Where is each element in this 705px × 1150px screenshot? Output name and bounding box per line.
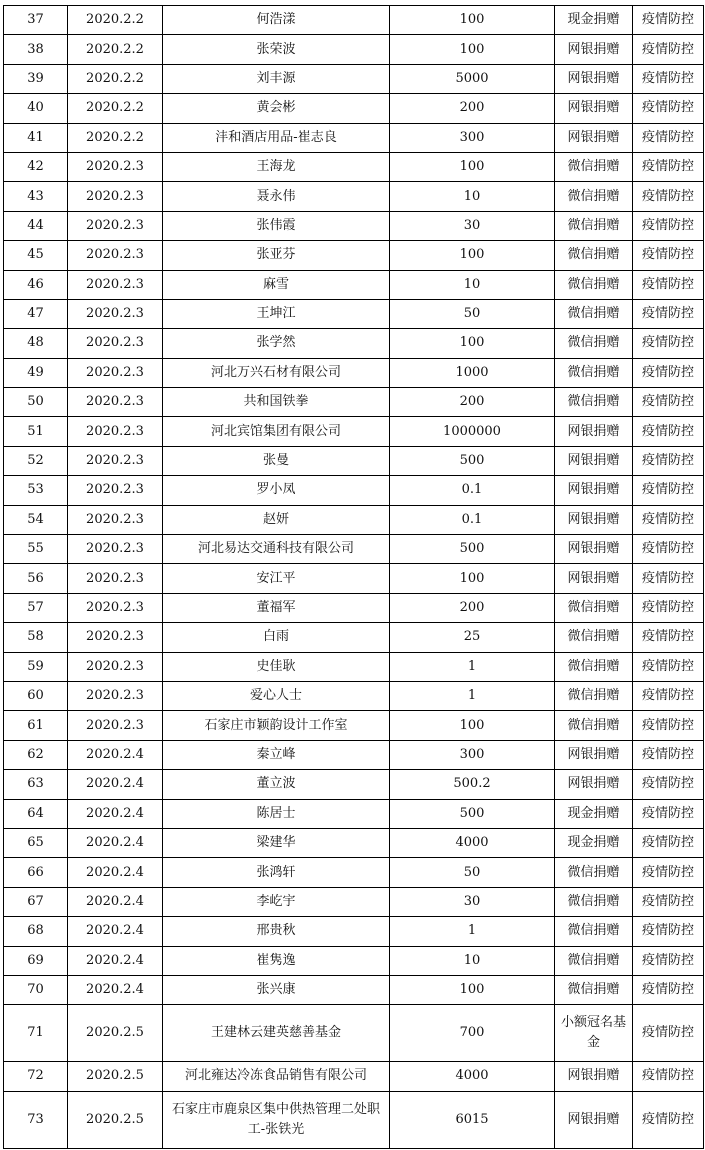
donation-method-cell: 网银捐赠 (555, 1091, 633, 1148)
donation-purpose-cell: 疫情防控 (633, 652, 704, 681)
donation-amount-cell: 300 (390, 123, 555, 152)
donor-name-cell: 罗小凤 (163, 476, 390, 505)
donation-method-cell: 微信捐赠 (555, 358, 633, 387)
donation-method-cell: 微信捐赠 (555, 681, 633, 710)
donor-name-cell: 梁建华 (163, 828, 390, 857)
donor-name-cell: 秦立峰 (163, 740, 390, 769)
table-row (4, 123, 704, 152)
donation-method-cell: 微信捐赠 (555, 270, 633, 299)
table-row (4, 652, 704, 681)
donation-purpose-cell: 疫情防控 (633, 388, 704, 417)
donation-method-cell: 网银捐赠 (555, 417, 633, 446)
donation-table-body (4, 6, 704, 1149)
donation-method-cell: 小额冠名基金 (555, 1005, 633, 1062)
donation-amount-cell: 50 (390, 858, 555, 887)
donation-method-cell: 网银捐赠 (555, 446, 633, 475)
table-row (4, 623, 704, 652)
donation-date-cell: 2020.2.3 (68, 152, 163, 181)
donation-amount-cell: 30 (390, 887, 555, 916)
donor-name-cell: 张曼 (163, 446, 390, 475)
donation-amount-cell: 10 (390, 182, 555, 211)
donation-amount-cell: 500 (390, 799, 555, 828)
table-row (4, 946, 704, 975)
donation-amount-cell: 100 (390, 329, 555, 358)
donation-method-cell: 网银捐赠 (555, 94, 633, 123)
donation-date-cell: 2020.2.3 (68, 476, 163, 505)
donation-purpose-cell: 疫情防控 (633, 299, 704, 328)
table-row (4, 1091, 704, 1148)
donation-amount-cell: 700 (390, 1005, 555, 1062)
row-number-cell: 57 (4, 593, 68, 622)
row-number-cell: 58 (4, 623, 68, 652)
row-number-cell: 73 (4, 1091, 68, 1148)
donation-method-cell: 网银捐赠 (555, 740, 633, 769)
donation-purpose-cell: 疫情防控 (633, 623, 704, 652)
table-row (4, 1062, 704, 1091)
donation-purpose-cell: 疫情防控 (633, 505, 704, 534)
donor-name-cell: 河北万兴石材有限公司 (163, 358, 390, 387)
donation-amount-cell: 100 (390, 6, 555, 35)
donation-date-cell: 2020.2.3 (68, 211, 163, 240)
donation-date-cell: 2020.2.3 (68, 711, 163, 740)
donation-purpose-cell: 疫情防控 (633, 711, 704, 740)
row-number-cell: 55 (4, 535, 68, 564)
row-number-cell: 45 (4, 241, 68, 270)
donation-date-cell: 2020.2.2 (68, 94, 163, 123)
donation-table (3, 5, 704, 1149)
donor-name-cell: 陈居士 (163, 799, 390, 828)
donation-method-cell: 微信捐赠 (555, 152, 633, 181)
donor-name-cell: 河北易达交通科技有限公司 (163, 535, 390, 564)
donor-name-cell: 赵妍 (163, 505, 390, 534)
row-number-cell: 70 (4, 975, 68, 1004)
donor-name-cell: 史佳耿 (163, 652, 390, 681)
donation-amount-cell: 200 (390, 388, 555, 417)
donation-method-cell: 网银捐赠 (555, 64, 633, 93)
donation-date-cell: 2020.2.3 (68, 505, 163, 534)
donation-method-cell: 微信捐赠 (555, 858, 633, 887)
row-number-cell: 69 (4, 946, 68, 975)
donation-purpose-cell: 疫情防控 (633, 35, 704, 64)
table-row (4, 917, 704, 946)
donation-date-cell: 2020.2.4 (68, 887, 163, 916)
table-row (4, 975, 704, 1004)
row-number-cell: 65 (4, 828, 68, 857)
donation-amount-cell: 100 (390, 564, 555, 593)
donation-method-cell: 微信捐赠 (555, 388, 633, 417)
donation-method-cell: 网银捐赠 (555, 123, 633, 152)
table-row (4, 770, 704, 799)
donation-date-cell: 2020.2.5 (68, 1091, 163, 1148)
donation-method-cell: 微信捐赠 (555, 975, 633, 1004)
row-number-cell: 64 (4, 799, 68, 828)
donor-name-cell: 董立波 (163, 770, 390, 799)
donation-date-cell: 2020.2.2 (68, 6, 163, 35)
donation-amount-cell: 10 (390, 270, 555, 299)
donor-name-cell: 李屹宇 (163, 887, 390, 916)
donation-purpose-cell: 疫情防控 (633, 241, 704, 270)
donation-amount-cell: 100 (390, 975, 555, 1004)
donation-date-cell: 2020.2.3 (68, 623, 163, 652)
donor-name-cell: 麻雪 (163, 270, 390, 299)
row-number-cell: 60 (4, 681, 68, 710)
donation-amount-cell: 1000000 (390, 417, 555, 446)
row-number-cell: 68 (4, 917, 68, 946)
row-number-cell: 38 (4, 35, 68, 64)
donation-method-cell: 现金捐赠 (555, 6, 633, 35)
donation-date-cell: 2020.2.4 (68, 858, 163, 887)
donation-method-cell: 网银捐赠 (555, 35, 633, 64)
donor-name-cell: 张亚芬 (163, 241, 390, 270)
donation-method-cell: 微信捐赠 (555, 593, 633, 622)
donation-date-cell: 2020.2.4 (68, 740, 163, 769)
donor-name-cell: 沣和酒店用品-崔志良 (163, 123, 390, 152)
donation-method-cell: 网银捐赠 (555, 770, 633, 799)
donation-date-cell: 2020.2.2 (68, 123, 163, 152)
donation-method-cell: 微信捐赠 (555, 241, 633, 270)
donation-date-cell: 2020.2.3 (68, 681, 163, 710)
donation-amount-cell: 300 (390, 740, 555, 769)
donation-method-cell: 微信捐赠 (555, 652, 633, 681)
donation-date-cell: 2020.2.3 (68, 535, 163, 564)
donor-name-cell: 董福军 (163, 593, 390, 622)
donation-amount-cell: 1 (390, 917, 555, 946)
table-row (4, 388, 704, 417)
donation-date-cell: 2020.2.3 (68, 182, 163, 211)
donor-name-cell: 河北雍达冷冻食品销售有限公司 (163, 1062, 390, 1091)
donor-name-cell: 白雨 (163, 623, 390, 652)
donation-amount-cell: 500 (390, 535, 555, 564)
donation-purpose-cell: 疫情防控 (633, 887, 704, 916)
donation-method-cell: 微信捐赠 (555, 946, 633, 975)
donation-purpose-cell: 疫情防控 (633, 593, 704, 622)
donation-purpose-cell: 疫情防控 (633, 770, 704, 799)
donation-purpose-cell: 疫情防控 (633, 270, 704, 299)
donation-purpose-cell: 疫情防控 (633, 182, 704, 211)
donation-amount-cell: 1000 (390, 358, 555, 387)
donation-method-cell: 现金捐赠 (555, 799, 633, 828)
table-row (4, 270, 704, 299)
donation-method-cell: 微信捐赠 (555, 711, 633, 740)
donation-purpose-cell: 疫情防控 (633, 858, 704, 887)
row-number-cell: 54 (4, 505, 68, 534)
donation-method-cell: 网银捐赠 (555, 1062, 633, 1091)
table-row (4, 152, 704, 181)
donation-date-cell: 2020.2.3 (68, 270, 163, 299)
donation-amount-cell: 100 (390, 711, 555, 740)
donation-date-cell: 2020.2.3 (68, 388, 163, 417)
table-row (4, 329, 704, 358)
donation-amount-cell: 25 (390, 623, 555, 652)
donation-purpose-cell: 疫情防控 (633, 329, 704, 358)
row-number-cell: 53 (4, 476, 68, 505)
row-number-cell: 50 (4, 388, 68, 417)
table-row (4, 446, 704, 475)
row-number-cell: 71 (4, 1005, 68, 1062)
donor-name-cell: 爱心人士 (163, 681, 390, 710)
donor-name-cell: 王建林云建英慈善基金 (163, 1005, 390, 1062)
donor-name-cell: 石家庄市颖韵设计工作室 (163, 711, 390, 740)
row-number-cell: 61 (4, 711, 68, 740)
table-row (4, 593, 704, 622)
donation-purpose-cell: 疫情防控 (633, 123, 704, 152)
donation-amount-cell: 1 (390, 652, 555, 681)
donation-date-cell: 2020.2.3 (68, 564, 163, 593)
row-number-cell: 40 (4, 94, 68, 123)
donor-name-cell: 刘丰源 (163, 64, 390, 93)
table-row (4, 299, 704, 328)
table-row (4, 211, 704, 240)
table-row (4, 887, 704, 916)
donation-date-cell: 2020.2.4 (68, 799, 163, 828)
donation-purpose-cell: 疫情防控 (633, 1062, 704, 1091)
row-number-cell: 59 (4, 652, 68, 681)
donation-amount-cell: 500 (390, 446, 555, 475)
donation-method-cell: 网银捐赠 (555, 535, 633, 564)
donation-amount-cell: 500.2 (390, 770, 555, 799)
donor-name-cell: 崔隽逸 (163, 946, 390, 975)
table-row (4, 241, 704, 270)
table-row (4, 182, 704, 211)
donation-date-cell: 2020.2.3 (68, 652, 163, 681)
table-row (4, 799, 704, 828)
donation-date-cell: 2020.2.3 (68, 329, 163, 358)
table-row (4, 94, 704, 123)
table-row (4, 35, 704, 64)
row-number-cell: 63 (4, 770, 68, 799)
donation-method-cell: 网银捐赠 (555, 476, 633, 505)
row-number-cell: 46 (4, 270, 68, 299)
table-row (4, 535, 704, 564)
row-number-cell: 49 (4, 358, 68, 387)
donation-amount-cell: 100 (390, 152, 555, 181)
donation-purpose-cell: 疫情防控 (633, 446, 704, 475)
donation-purpose-cell: 疫情防控 (633, 740, 704, 769)
donation-method-cell: 网银捐赠 (555, 505, 633, 534)
donation-amount-cell: 0.1 (390, 476, 555, 505)
donation-date-cell: 2020.2.3 (68, 241, 163, 270)
donation-purpose-cell: 疫情防控 (633, 535, 704, 564)
donation-method-cell: 微信捐赠 (555, 211, 633, 240)
donation-amount-cell: 30 (390, 211, 555, 240)
table-row (4, 1005, 704, 1062)
donor-name-cell: 安江平 (163, 564, 390, 593)
donation-date-cell: 2020.2.3 (68, 446, 163, 475)
donation-date-cell: 2020.2.4 (68, 770, 163, 799)
donor-name-cell: 张荣波 (163, 35, 390, 64)
donation-amount-cell: 200 (390, 94, 555, 123)
donation-method-cell: 微信捐赠 (555, 329, 633, 358)
donation-purpose-cell: 疫情防控 (633, 211, 704, 240)
donation-purpose-cell: 疫情防控 (633, 828, 704, 857)
donation-purpose-cell: 疫情防控 (633, 946, 704, 975)
donation-date-cell: 2020.2.3 (68, 358, 163, 387)
row-number-cell: 66 (4, 858, 68, 887)
donor-name-cell: 黄会彬 (163, 94, 390, 123)
table-row (4, 711, 704, 740)
row-number-cell: 41 (4, 123, 68, 152)
donation-date-cell: 2020.2.2 (68, 35, 163, 64)
donation-amount-cell: 1 (390, 681, 555, 710)
donor-name-cell: 王海龙 (163, 152, 390, 181)
donation-purpose-cell: 疫情防控 (633, 1005, 704, 1062)
donation-purpose-cell: 疫情防控 (633, 564, 704, 593)
row-number-cell: 62 (4, 740, 68, 769)
table-row (4, 6, 704, 35)
donation-purpose-cell: 疫情防控 (633, 917, 704, 946)
row-number-cell: 48 (4, 329, 68, 358)
donation-purpose-cell: 疫情防控 (633, 476, 704, 505)
donor-name-cell: 张伟霞 (163, 211, 390, 240)
donor-name-cell: 张兴康 (163, 975, 390, 1004)
row-number-cell: 72 (4, 1062, 68, 1091)
table-row (4, 564, 704, 593)
donation-date-cell: 2020.2.4 (68, 975, 163, 1004)
donation-purpose-cell: 疫情防控 (633, 358, 704, 387)
donation-date-cell: 2020.2.5 (68, 1062, 163, 1091)
table-row (4, 740, 704, 769)
donation-method-cell: 微信捐赠 (555, 623, 633, 652)
donation-purpose-cell: 疫情防控 (633, 94, 704, 123)
row-number-cell: 56 (4, 564, 68, 593)
donor-name-cell: 河北宾馆集团有限公司 (163, 417, 390, 446)
donor-name-cell: 张鸿轩 (163, 858, 390, 887)
row-number-cell: 52 (4, 446, 68, 475)
donation-amount-cell: 100 (390, 35, 555, 64)
row-number-cell: 67 (4, 887, 68, 916)
table-row (4, 505, 704, 534)
donation-method-cell: 微信捐赠 (555, 887, 633, 916)
table-row (4, 358, 704, 387)
row-number-cell: 39 (4, 64, 68, 93)
donation-amount-cell: 5000 (390, 64, 555, 93)
donation-purpose-cell: 疫情防控 (633, 975, 704, 1004)
donation-amount-cell: 4000 (390, 828, 555, 857)
row-number-cell: 51 (4, 417, 68, 446)
row-number-cell: 47 (4, 299, 68, 328)
donation-date-cell: 2020.2.5 (68, 1005, 163, 1062)
donation-purpose-cell: 疫情防控 (633, 152, 704, 181)
donation-date-cell: 2020.2.3 (68, 417, 163, 446)
donation-purpose-cell: 疫情防控 (633, 417, 704, 446)
table-row (4, 858, 704, 887)
donation-date-cell: 2020.2.2 (68, 64, 163, 93)
donor-name-cell: 共和国铁拳 (163, 388, 390, 417)
donation-date-cell: 2020.2.4 (68, 946, 163, 975)
donor-name-cell: 石家庄市鹿泉区集中供热管理二处职工-张铁光 (163, 1091, 390, 1148)
donor-name-cell: 邢贵秋 (163, 917, 390, 946)
donation-amount-cell: 10 (390, 946, 555, 975)
row-number-cell: 43 (4, 182, 68, 211)
donation-method-cell: 现金捐赠 (555, 828, 633, 857)
donation-date-cell: 2020.2.4 (68, 828, 163, 857)
donation-method-cell: 网银捐赠 (555, 564, 633, 593)
donation-amount-cell: 6015 (390, 1091, 555, 1148)
donation-date-cell: 2020.2.4 (68, 917, 163, 946)
donor-name-cell: 王坤江 (163, 299, 390, 328)
table-row (4, 828, 704, 857)
table-row (4, 64, 704, 93)
donation-date-cell: 2020.2.3 (68, 299, 163, 328)
row-number-cell: 37 (4, 6, 68, 35)
donation-purpose-cell: 疫情防控 (633, 1091, 704, 1148)
donation-method-cell: 微信捐赠 (555, 182, 633, 211)
donation-amount-cell: 0.1 (390, 505, 555, 534)
donation-date-cell: 2020.2.3 (68, 593, 163, 622)
donation-method-cell: 微信捐赠 (555, 299, 633, 328)
row-number-cell: 42 (4, 152, 68, 181)
table-row (4, 476, 704, 505)
donation-amount-cell: 200 (390, 593, 555, 622)
donor-name-cell: 张学然 (163, 329, 390, 358)
donor-name-cell: 聂永伟 (163, 182, 390, 211)
donation-method-cell: 微信捐赠 (555, 917, 633, 946)
donation-amount-cell: 50 (390, 299, 555, 328)
table-row (4, 417, 704, 446)
donation-purpose-cell: 疫情防控 (633, 681, 704, 710)
row-number-cell: 44 (4, 211, 68, 240)
donation-purpose-cell: 疫情防控 (633, 799, 704, 828)
table-row (4, 681, 704, 710)
donation-amount-cell: 4000 (390, 1062, 555, 1091)
donation-amount-cell: 100 (390, 241, 555, 270)
donor-name-cell: 何浩漾 (163, 6, 390, 35)
donation-purpose-cell: 疫情防控 (633, 64, 704, 93)
donation-purpose-cell: 疫情防控 (633, 6, 704, 35)
